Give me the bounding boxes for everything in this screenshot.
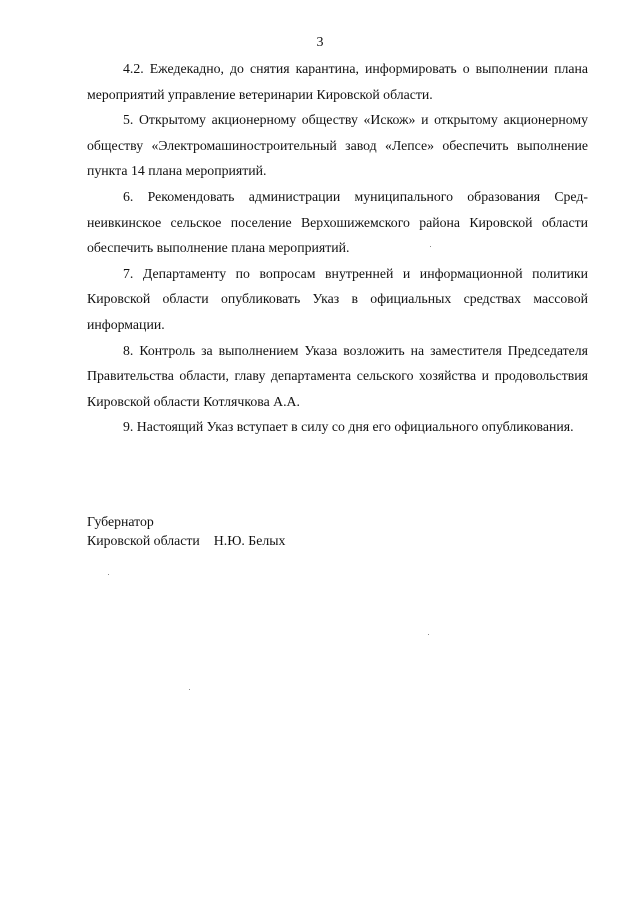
page-number: 3 [316, 35, 324, 50]
paragraph-4-2: 4.2. Ежедекадно, до снятия карантина, информировать о выполнении плана мероприятий управление ветеринарии Кировской области. [87, 61, 588, 102]
scan-speck [428, 634, 429, 635]
scan-speck [108, 574, 109, 575]
signatory-title-line-1 [87, 512, 285, 531]
signatory-position: Губернатор [87, 514, 154, 529]
paragraph-7: 7. Департаменту по вопросам внутренней и информационной политики Кировской области опубликовать Указ в официальных средствах массовой информации. [87, 265, 588, 332]
signatory-title-line-2 [87, 531, 285, 550]
signatory-region: Кировской области [87, 533, 200, 548]
document-body [87, 56, 588, 440]
scan-speck [189, 689, 190, 690]
signature-block [87, 512, 285, 550]
scan-speck [430, 246, 431, 247]
signatory-name: Н.Ю. Белых [213, 533, 286, 548]
paragraph-8: 8. Контроль за выполнением Указа возложить на заместителя Председателя Правительства области, главу департамента сельского хозяйства и продовольствия Кировской области Котлячкова А.А. [87, 342, 588, 409]
paragraph-5: 5. Открытому акционерному обществу «Искож» и открытому акционерному обществу «Электромашиностроительный завод «Лепсе» обеспечить выполнение пункта 14 плана мероприятий. [87, 112, 588, 179]
paragraph-6: 6. Рекомендовать администрации муниципального образования Среднеивкинское сельское поселение Верхошижемского района Кировской области обеспечить выполнение плана мероприятий. [87, 188, 588, 256]
paragraph-9: 9. Настоящий Указ вступает в силу со дня его официального опубликования. [123, 419, 574, 435]
